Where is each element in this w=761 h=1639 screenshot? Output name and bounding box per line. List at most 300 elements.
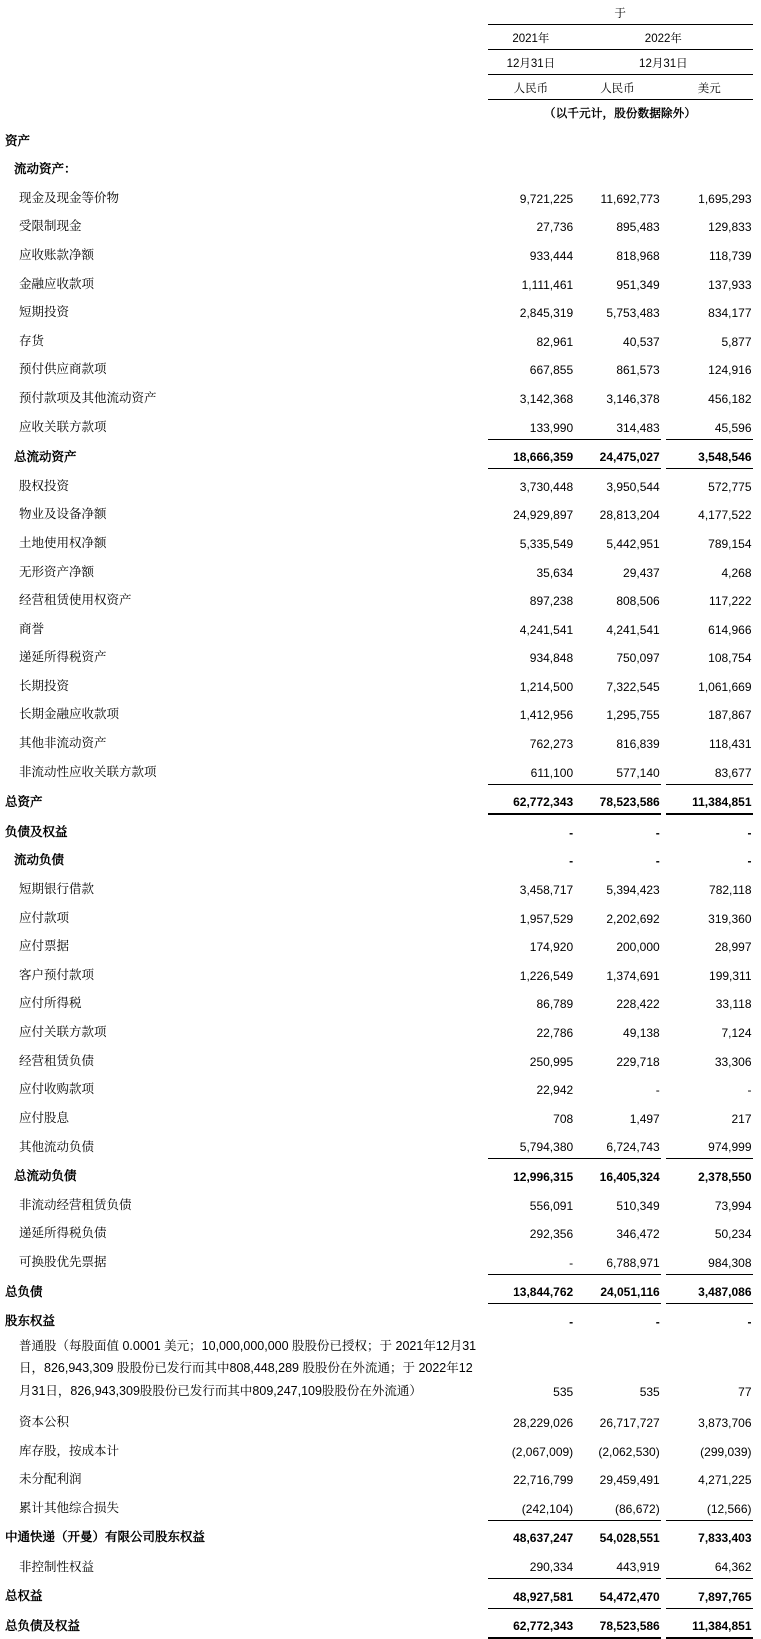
row-right-padding [753, 1520, 761, 1549]
value-2022-usd: 1,695,293 [698, 191, 752, 206]
row-label: 非流动性应收关联方款项 [19, 765, 157, 780]
header-date-2022: 12月31日 [574, 50, 752, 75]
row-label: 应付收购款项 [19, 1082, 95, 1097]
row-right-padding [753, 1304, 761, 1333]
row-right-padding [753, 1217, 761, 1246]
row-label: 递延所得税资产 [19, 650, 107, 665]
row-label: 库存股，按成本计 [19, 1443, 120, 1458]
value-2021-rmb: 1,412,956 [519, 708, 574, 723]
row-label: 经营租赁负债 [19, 1053, 95, 1068]
row-right-padding [753, 410, 761, 439]
value-2022-rmb: 346,472 [616, 1227, 660, 1242]
table-row [0, 267, 761, 296]
value-2021-rmb: 611,100 [488, 755, 575, 784]
row-right-padding [753, 1549, 761, 1578]
value-2022-usd: 7,833,403 [666, 1520, 753, 1549]
value-2022-usd: 11,384,851 [666, 1608, 753, 1638]
value-2021-rmb: - [569, 854, 574, 869]
value-2022-usd: - [747, 825, 752, 840]
row-label: 长期金融应收款项 [19, 707, 120, 722]
row-right-padding [753, 181, 761, 210]
value-2021-rmb: 3,730,448 [488, 469, 575, 498]
value-2021-rmb: 535 [553, 1385, 574, 1400]
value-2022-usd: 3,487,086 [666, 1274, 753, 1304]
value-2022-rmb: 1,295,755 [606, 708, 660, 723]
value-2022-usd: 7,897,765 [666, 1579, 753, 1609]
value-2022-rmb: 11,692,773 [600, 191, 660, 206]
table-row [0, 296, 761, 325]
value-2022-usd [666, 153, 753, 182]
value-2022-rmb: 3,146,378 [606, 391, 660, 406]
row-right-padding [753, 930, 761, 959]
table-row [0, 1073, 761, 1102]
value-2021-rmb: 5,335,549 [519, 536, 574, 551]
row-right-padding [753, 784, 761, 814]
value-2022-rmb: 54,472,470 [574, 1579, 661, 1609]
row-label: 存货 [19, 333, 45, 348]
row-right-padding [753, 381, 761, 410]
value-2021-rmb: 5,794,380 [488, 1130, 575, 1159]
value-2022-usd: (299,039) [700, 1444, 752, 1459]
value-2022-usd: 118,739 [709, 248, 752, 263]
value-2022-usd: 187,867 [708, 708, 752, 723]
table-row [0, 814, 761, 844]
row-right-padding [753, 958, 761, 987]
value-2022-usd: 118,431 [709, 737, 752, 752]
row-label: 短期投资 [19, 305, 70, 320]
table-row [0, 1549, 761, 1578]
table-row [0, 844, 761, 873]
row-label: 中通快递（开曼）有限公司股东权益 [5, 1530, 206, 1545]
row-label: 其他非流动资产 [19, 736, 107, 751]
value-2022-usd: 217 [731, 1111, 752, 1126]
value-2022-rmb: - [574, 1304, 661, 1333]
row-label: 客户预付款项 [19, 967, 95, 982]
table-row [0, 124, 761, 153]
value-2022-usd: 11,384,851 [666, 784, 753, 814]
value-2021-rmb: 3,458,717 [519, 883, 574, 898]
value-2021-rmb [488, 153, 575, 182]
value-2022-usd: 4,271,225 [698, 1473, 752, 1488]
row-right-padding [753, 1130, 761, 1159]
value-2022-rmb: 861,573 [616, 363, 660, 378]
value-2022-usd [666, 124, 753, 153]
value-2022-usd: 33,306 [714, 1054, 752, 1069]
value-2022-rmb: 5,753,483 [606, 306, 660, 321]
value-2022-usd: 28,997 [714, 940, 752, 955]
value-2021-rmb: 556,091 [529, 1198, 574, 1213]
table-row [0, 153, 761, 182]
table-row [0, 1608, 761, 1638]
value-2021-rmb: 934,848 [529, 651, 574, 666]
value-2021-rmb: 762,273 [529, 737, 574, 752]
row-label: 金融应收款项 [19, 276, 95, 291]
value-2022-usd: 5,877 [721, 334, 752, 349]
row-label: 累计其他综合损失 [19, 1501, 120, 1516]
value-2022-rmb [574, 153, 661, 182]
row-label: 普通股（每股面值 0.0001 美元；10,000,000,000 股股份已授权；于 2021年12月31日，826,943,309 股股份已发行而其中808,448,289 股股份在外流通；于 2022年12月31日，826,943,309股股份已发行而其中809,247,109股股份在外流通） [19, 1338, 477, 1398]
value-2022-rmb: 577,140 [574, 755, 661, 784]
value-2022-usd: 77 [738, 1385, 752, 1400]
header-currency-usd-2022: 美元 [666, 75, 753, 100]
row-right-padding [753, 844, 761, 873]
header-year-2022: 2022年 [574, 25, 752, 50]
table-row [0, 1579, 761, 1609]
value-2021-rmb: 18,666,359 [488, 439, 575, 469]
value-2021-rmb: 62,772,343 [488, 1608, 575, 1638]
value-2022-usd: 974,999 [666, 1130, 753, 1159]
value-2022-usd: 7,124 [721, 1026, 752, 1040]
row-right-padding [753, 469, 761, 498]
value-2022-usd: 789,154 [708, 536, 752, 551]
row-right-padding [753, 124, 761, 153]
value-2022-usd: 124,916 [708, 363, 752, 378]
table-row [0, 324, 761, 353]
value-2022-rmb: 26,717,727 [599, 1416, 660, 1431]
row-right-padding [753, 1608, 761, 1638]
header-date-2021: 12月31日 [488, 50, 575, 75]
value-2021-rmb: (2,067,009) [511, 1444, 574, 1459]
value-2021-rmb: 1,226,549 [519, 968, 574, 983]
row-label: 其他流动负债 [19, 1139, 95, 1154]
value-2022-usd: 4,268 [721, 565, 752, 580]
table-row [0, 901, 761, 930]
row-right-padding [753, 498, 761, 527]
value-2022-rmb: 314,483 [574, 410, 661, 439]
table-row [0, 439, 761, 469]
value-2021-rmb: 12,996,315 [488, 1159, 575, 1188]
row-label: 商誉 [19, 621, 45, 636]
value-2022-rmb: 816,839 [616, 737, 660, 752]
value-2021-rmb: 82,961 [536, 334, 574, 349]
row-right-padding [753, 210, 761, 239]
value-2022-rmb: 78,523,586 [574, 1608, 661, 1638]
row-label: 受限制现金 [19, 219, 82, 234]
row-right-padding [753, 1405, 761, 1434]
table-row [0, 1217, 761, 1246]
table-row [0, 930, 761, 959]
row-right-padding [753, 1101, 761, 1130]
value-2022-rmb: 40,537 [623, 334, 660, 349]
value-2021-rmb: - [569, 825, 574, 840]
row-label: 总负债 [5, 1284, 43, 1299]
value-2021-rmb: 1,111,461 [521, 277, 574, 292]
row-label: 应付所得税 [19, 996, 82, 1011]
value-2022-usd: 45,596 [666, 410, 753, 439]
value-2022-usd: 1,061,669 [698, 679, 752, 694]
header-currency-rmb-2021: 人民币 [488, 75, 575, 100]
row-label: 总流动负债 [14, 1168, 77, 1183]
row-right-padding [753, 872, 761, 901]
value-2022-usd: 83,677 [666, 755, 753, 784]
row-label: 应付票据 [19, 939, 70, 954]
row-label: 流动负债 [14, 853, 65, 868]
table-row [0, 1245, 761, 1274]
row-right-padding [753, 1333, 761, 1406]
table-row [0, 1101, 761, 1130]
value-2022-usd: 108,754 [708, 651, 752, 666]
value-2022-usd: 2,378,550 [666, 1159, 753, 1188]
value-2021-rmb: 933,444 [529, 248, 574, 263]
row-label: 可换股优先票据 [19, 1255, 107, 1270]
row-label: 总权益 [5, 1589, 43, 1604]
row-label: 递延所得税负债 [19, 1226, 107, 1241]
row-right-padding [753, 526, 761, 555]
row-label: 股权投资 [19, 478, 70, 493]
value-2022-usd: - [747, 854, 752, 869]
table-row [0, 872, 761, 901]
row-right-padding [753, 353, 761, 382]
value-2022-rmb: 54,028,551 [574, 1520, 661, 1549]
value-2021-rmb: 13,844,762 [488, 1274, 575, 1304]
row-right-padding [753, 439, 761, 469]
value-2022-rmb: 29,459,491 [599, 1473, 660, 1488]
row-right-padding [753, 1188, 761, 1217]
header-row-currencies [0, 75, 761, 100]
row-label: 预付供应商款项 [19, 362, 107, 377]
value-2022-rmb: 5,394,423 [606, 883, 660, 898]
value-2022-rmb: 78,523,586 [574, 784, 661, 814]
value-2021-rmb: 22,942 [536, 1083, 574, 1098]
table-row [0, 698, 761, 727]
header-row-units [0, 100, 761, 125]
row-right-padding [753, 1044, 761, 1073]
value-2022-usd: 4,177,522 [698, 508, 752, 523]
value-2022-rmb [574, 124, 661, 153]
table-row [0, 1491, 761, 1520]
row-label: 非控制性权益 [19, 1559, 95, 1574]
value-2022-usd: 834,177 [708, 306, 752, 321]
value-2022-usd: 50,234 [714, 1227, 752, 1242]
value-2022-rmb: 29,437 [623, 565, 660, 580]
header-row-dates [0, 50, 761, 75]
value-2021-rmb: 24,929,897 [513, 508, 574, 523]
value-2022-usd: 199,311 [709, 968, 752, 983]
value-2021-rmb: 28,229,026 [513, 1416, 574, 1431]
table-row [0, 526, 761, 555]
value-2021-rmb: - [488, 1304, 575, 1333]
value-2022-rmb: - [655, 825, 660, 840]
value-2021-rmb: 9,721,225 [519, 191, 574, 206]
value-2022-usd: 64,362 [666, 1549, 753, 1578]
value-2021-rmb: 174,920 [529, 940, 574, 955]
row-label: 总资产 [5, 795, 43, 810]
value-2022-usd: 33,118 [715, 997, 752, 1012]
table-row [0, 784, 761, 814]
table-row [0, 958, 761, 987]
row-label: 应收账款净额 [19, 247, 95, 262]
row-label: 长期投资 [19, 678, 70, 693]
row-label: 应付款项 [19, 910, 70, 925]
value-2021-rmb: 35,634 [536, 565, 574, 580]
row-label: 短期银行借款 [19, 882, 95, 897]
row-right-padding [753, 1579, 761, 1609]
value-2022-rmb: - [655, 1083, 660, 1098]
table-row [0, 1044, 761, 1073]
value-2021-rmb: 4,241,541 [519, 622, 574, 637]
header-units-note: （以千元计，股份数据除外） [544, 108, 697, 120]
value-2022-rmb: 1,497 [629, 1111, 660, 1126]
value-2022-usd: 129,833 [708, 220, 752, 235]
table-row [0, 410, 761, 439]
value-2021-rmb: 48,927,581 [488, 1579, 575, 1609]
table-row [0, 1159, 761, 1188]
table-row [0, 1304, 761, 1333]
table-row [0, 381, 761, 410]
value-2022-usd: 456,182 [708, 391, 752, 406]
value-2022-rmb: (86,672) [574, 1491, 661, 1520]
value-2022-rmb: 6,724,743 [574, 1130, 661, 1159]
value-2022-rmb: 895,483 [616, 220, 660, 235]
table-row [0, 1188, 761, 1217]
row-right-padding [753, 669, 761, 698]
table-row [0, 469, 761, 498]
row-label: 流动资产： [14, 162, 77, 177]
row-right-padding [753, 987, 761, 1016]
row-right-padding [753, 584, 761, 613]
row-label: 应付股息 [19, 1110, 70, 1125]
row-right-padding [753, 1274, 761, 1304]
value-2022-usd: 3,873,706 [698, 1416, 752, 1431]
row-right-padding [753, 153, 761, 182]
table-row [0, 987, 761, 1016]
value-2022-rmb: 200,000 [616, 940, 660, 955]
value-2022-rmb: 24,051,116 [574, 1274, 661, 1304]
row-right-padding [753, 1434, 761, 1463]
row-right-padding [753, 1015, 761, 1044]
value-2021-rmb: 1,957,529 [519, 911, 574, 926]
row-label: 无形资产净额 [19, 564, 95, 579]
value-2022-rmb: 24,475,027 [574, 439, 661, 469]
row-label: 未分配利润 [19, 1472, 82, 1487]
value-2021-rmb: 292,356 [529, 1227, 574, 1242]
value-2022-usd: 117,222 [709, 594, 752, 609]
value-2021-rmb: 1,214,500 [519, 679, 574, 694]
row-right-padding [753, 238, 761, 267]
row-label: 物业及设备净额 [19, 507, 107, 522]
value-2022-usd: 572,775 [666, 469, 753, 498]
table-row [0, 555, 761, 584]
row-label: 总流动资产 [14, 449, 77, 464]
table-row [0, 612, 761, 641]
row-right-padding [753, 1463, 761, 1492]
value-2022-rmb: 228,422 [616, 997, 660, 1012]
value-2022-rmb: 229,718 [616, 1054, 660, 1069]
table-row [0, 1463, 761, 1492]
table-row [0, 755, 761, 784]
value-2021-rmb: 250,995 [529, 1054, 574, 1069]
table-row [0, 584, 761, 613]
row-right-padding [753, 901, 761, 930]
table-row [0, 1274, 761, 1304]
row-label: 应收关联方款项 [19, 420, 107, 435]
value-2022-rmb: 951,349 [616, 277, 660, 292]
value-2022-usd: 319,360 [708, 911, 752, 926]
row-label: 资本公积 [19, 1415, 70, 1430]
header-spacer [0, 0, 488, 25]
row-label: 股东权益 [5, 1313, 56, 1328]
value-2021-rmb: 48,637,247 [488, 1520, 575, 1549]
row-label: 现金及现金等价物 [19, 190, 120, 205]
row-label: 预付款项及其他流动资产 [19, 390, 157, 405]
row-right-padding [753, 555, 761, 584]
value-2021-rmb [488, 124, 575, 153]
row-label: 负债及权益 [5, 824, 68, 839]
value-2022-rmb: 818,968 [616, 248, 660, 263]
value-2022-rmb: 1,374,691 [606, 968, 660, 983]
value-2022-usd: - [666, 1304, 753, 1333]
table-row [0, 1130, 761, 1159]
table-row [0, 1520, 761, 1549]
value-2022-rmb: 7,322,545 [606, 679, 660, 694]
value-2021-rmb: 708 [553, 1111, 574, 1126]
header-row-asof [0, 0, 761, 25]
table-row [0, 238, 761, 267]
value-2022-rmb: (2,062,530) [598, 1444, 660, 1459]
table-row [0, 641, 761, 670]
value-2022-rmb: 28,813,204 [599, 508, 660, 523]
row-label: 资产 [5, 133, 31, 148]
table-row [0, 181, 761, 210]
value-2022-rmb: 16,405,324 [574, 1159, 661, 1188]
row-label: 经营租赁使用权资产 [19, 593, 132, 608]
value-2021-rmb: (242,104) [488, 1491, 575, 1520]
row-right-padding [753, 1245, 761, 1274]
value-2022-usd: - [747, 1083, 752, 1098]
value-2022-usd: 984,308 [666, 1245, 753, 1274]
header-row-years [0, 25, 761, 50]
header-currency-rmb-2022: 人民币 [574, 75, 661, 100]
row-right-padding [753, 755, 761, 784]
table-row [0, 498, 761, 527]
table-header [0, 0, 761, 124]
header-year-2021: 2021年 [488, 25, 575, 50]
row-label: 应付关联方款项 [19, 1025, 107, 1039]
value-2022-rmb: 49,138 [623, 1026, 660, 1040]
row-right-padding [753, 296, 761, 325]
table-row [0, 1405, 761, 1434]
row-label: 总负债及权益 [5, 1619, 81, 1634]
value-2022-rmb: 4,241,541 [606, 622, 660, 637]
table-row [0, 1333, 761, 1406]
table-row [0, 210, 761, 239]
row-right-padding [753, 726, 761, 755]
value-2022-rmb: - [655, 854, 660, 869]
row-right-padding [753, 641, 761, 670]
row-right-padding [753, 1073, 761, 1102]
value-2022-rmb: 510,349 [616, 1198, 660, 1213]
value-2022-rmb: 3,950,544 [574, 469, 661, 498]
value-2022-rmb: 808,506 [616, 594, 660, 609]
row-right-padding [753, 814, 761, 844]
value-2022-rmb: 535 [639, 1385, 660, 1400]
value-2021-rmb: 897,238 [529, 594, 574, 609]
value-2021-rmb: 290,334 [488, 1549, 575, 1578]
table-row [0, 669, 761, 698]
value-2021-rmb: 22,786 [536, 1026, 574, 1040]
value-2021-rmb: 27,736 [536, 220, 574, 235]
table-row [0, 1015, 761, 1044]
value-2022-usd: 137,933 [708, 277, 752, 292]
value-2022-usd: (12,566) [666, 1491, 753, 1520]
value-2022-rmb: 5,442,951 [606, 536, 660, 551]
value-2022-usd: 782,118 [709, 883, 752, 898]
table-row [0, 1434, 761, 1463]
value-2022-usd: 73,994 [714, 1198, 752, 1213]
value-2021-rmb: 86,789 [536, 997, 574, 1012]
row-right-padding [753, 698, 761, 727]
row-right-padding [753, 612, 761, 641]
